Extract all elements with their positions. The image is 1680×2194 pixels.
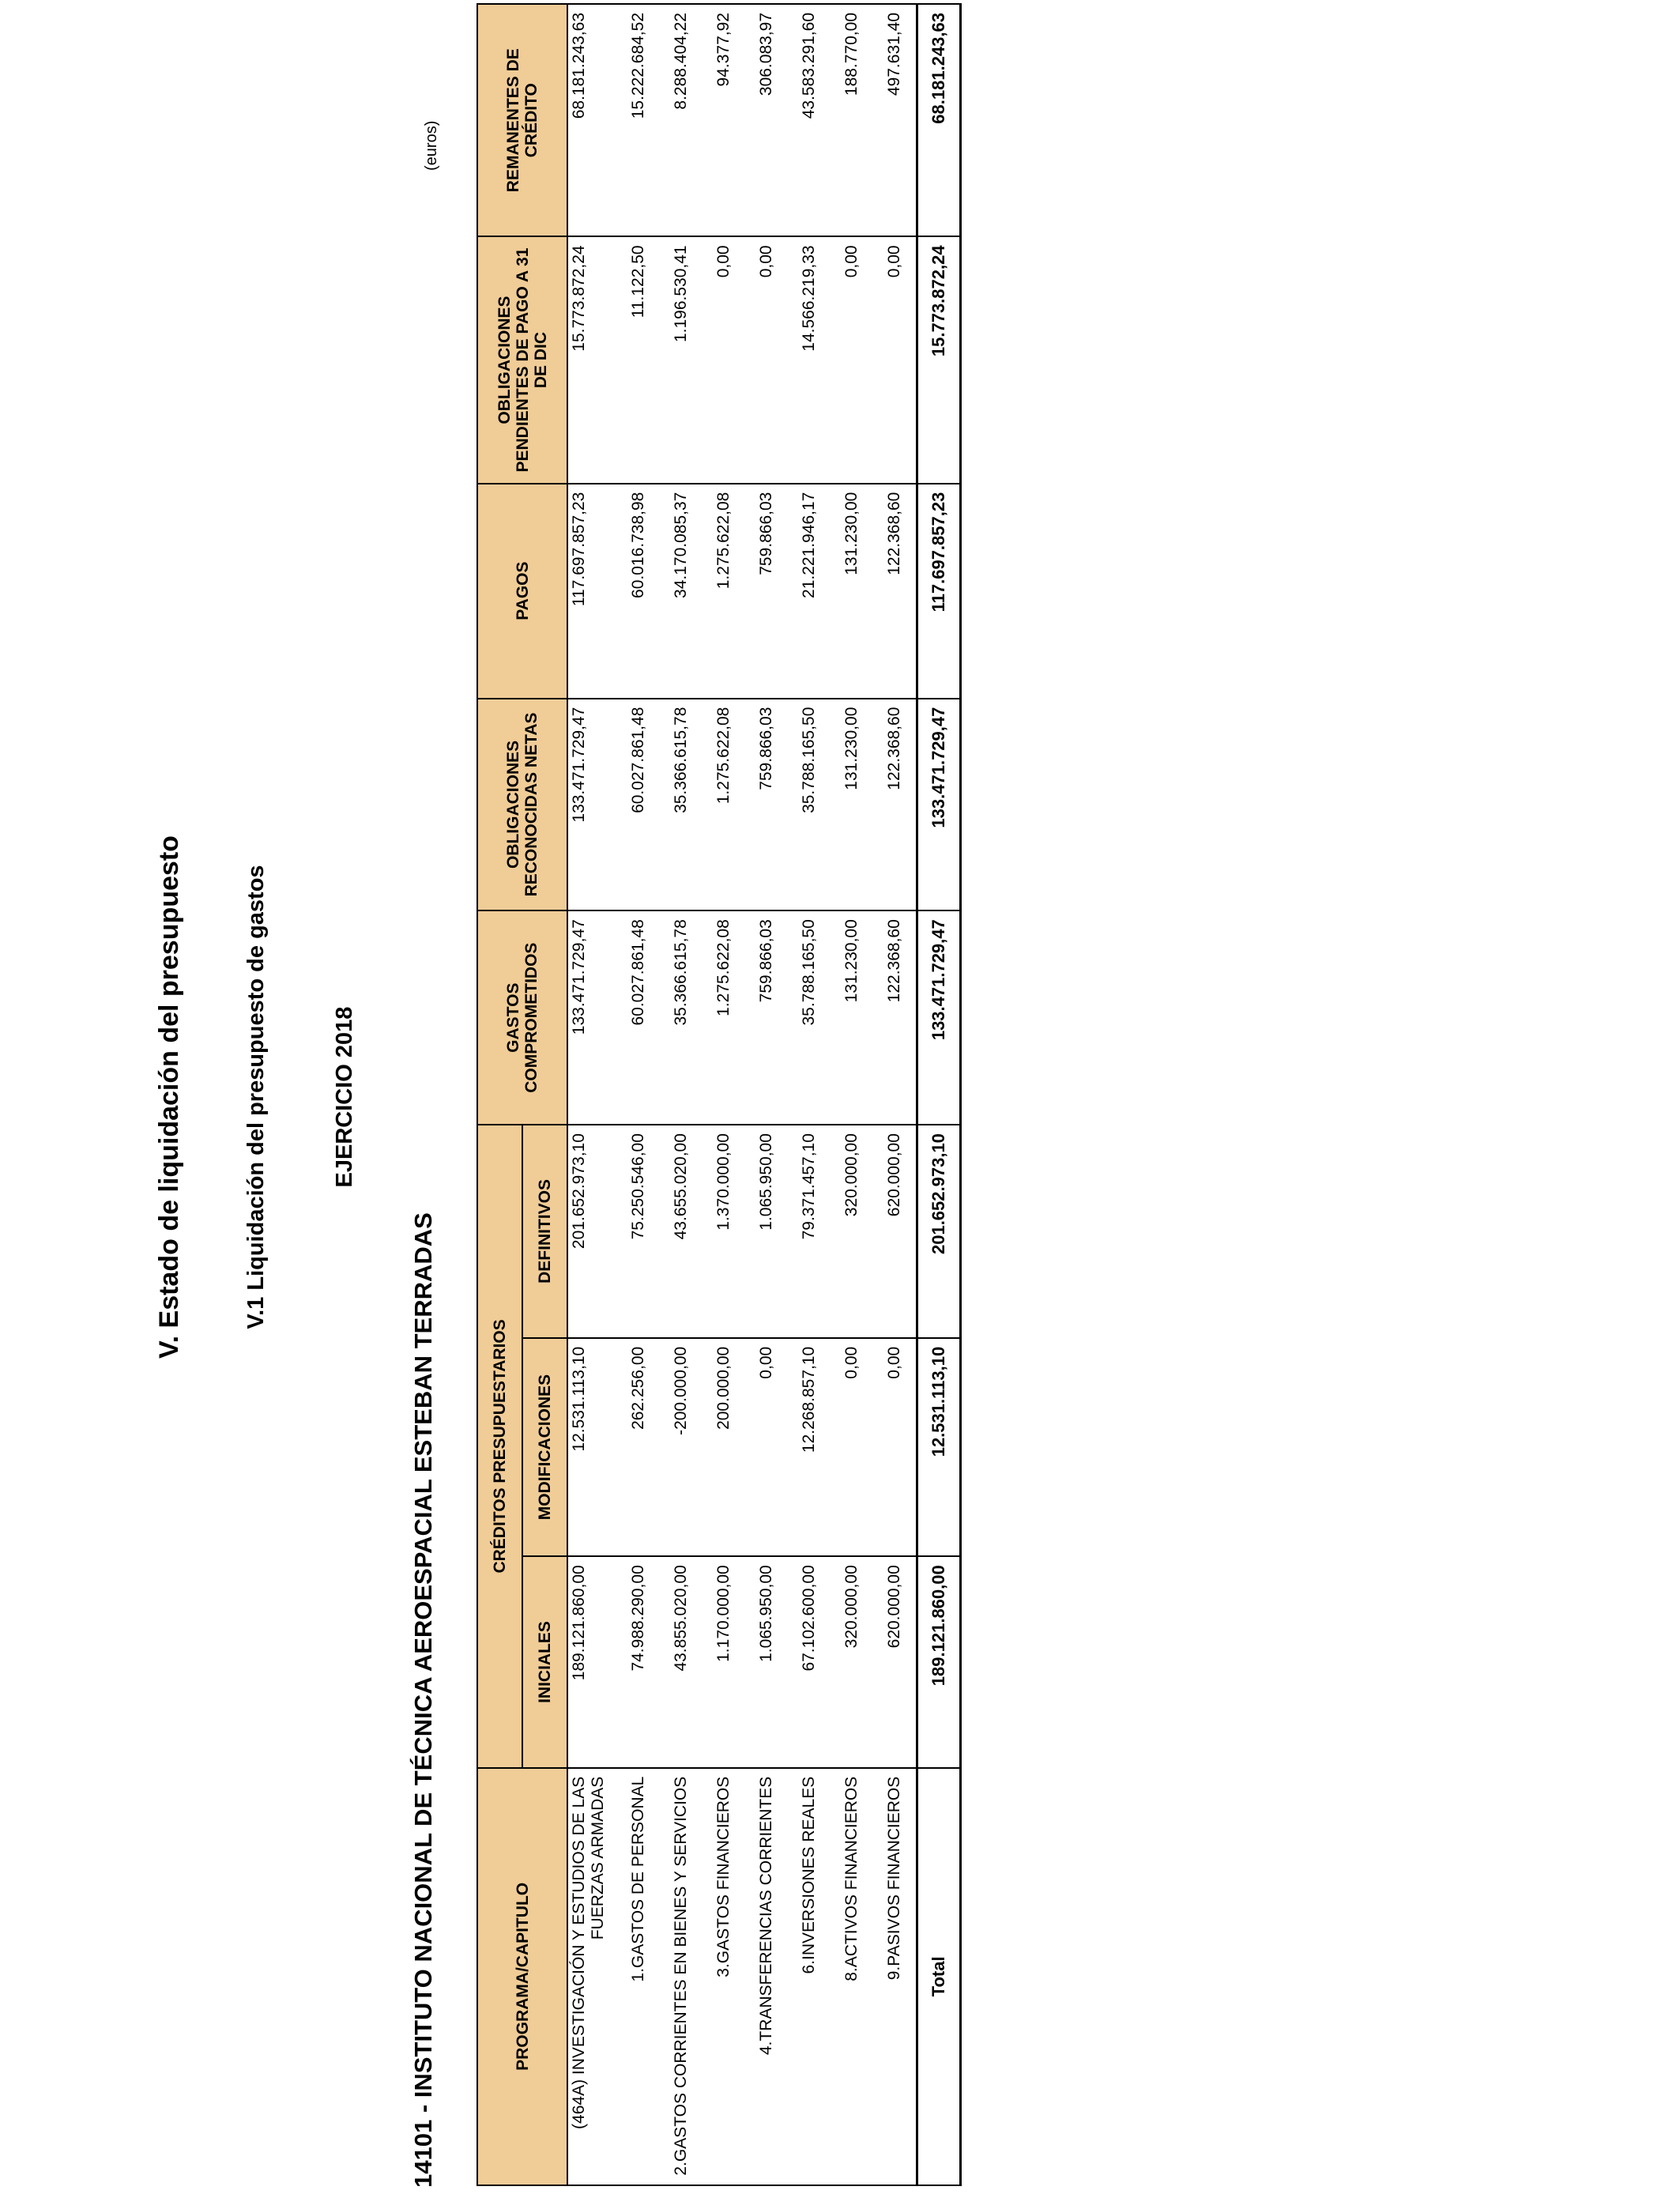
cell-pagos: 34.170.085,37 <box>660 484 703 699</box>
cell-remanentes: 43.583.291,60 <box>788 4 831 236</box>
cell-gastos: 122.368,60 <box>873 910 917 1125</box>
cell-pendientes: 1.196.530,41 <box>660 236 703 483</box>
row-label: 2.GASTOS CORRIENTES EN BIENES Y SERVICIOS <box>660 1768 703 2185</box>
cell-gastos: 35.366.615,78 <box>660 910 703 1125</box>
table-row <box>703 4 745 2185</box>
cell-definitivos: 320.000,00 <box>831 1125 873 1338</box>
cell-gastos: 131.230,00 <box>831 910 873 1125</box>
currency-units: (euros) <box>423 120 440 171</box>
cell-iniciales: 43.855.020,00 <box>660 1556 703 1767</box>
total-gastos: 133.471.729,47 <box>917 910 961 1125</box>
table-row <box>660 4 703 2185</box>
cell-obligaciones: 131.230,00 <box>831 699 873 911</box>
header-obligaciones: OBLIGACIONES RECONOCIDAS NETAS <box>477 699 567 911</box>
cell-gastos: 1.275.622,08 <box>703 910 745 1125</box>
cell-modificaciones: 262.256,00 <box>617 1338 660 1556</box>
header-pagos: PAGOS <box>477 484 567 699</box>
cell-iniciales: 620.000,00 <box>873 1556 917 1767</box>
cell-pagos: 131.230,00 <box>831 484 873 699</box>
cell-modificaciones: 0,00 <box>831 1338 873 1556</box>
total-definitivos: 201.652.973,10 <box>917 1125 961 1338</box>
row-label: 8.ACTIVOS FINANCIEROS <box>831 1768 873 2185</box>
cell-modificaciones: 12.268.857,10 <box>788 1338 831 1556</box>
total-obligaciones: 133.471.729,47 <box>917 699 961 911</box>
cell-pendientes: 15.773.872,24 <box>567 236 617 483</box>
cell-pagos: 21.221.946,17 <box>788 484 831 699</box>
table-row <box>617 4 660 2185</box>
header-modificaciones: MODIFICACIONES <box>522 1338 567 1556</box>
entity-name: 14101 - INSTITUTO NACIONAL DE TÉCNICA AEROESPACIAL ESTEBAN TERRADAS <box>409 1212 437 2188</box>
cell-remanentes: 306.083,97 <box>745 4 788 236</box>
table-row <box>745 4 788 2185</box>
cell-gastos: 60.027.861,48 <box>617 910 660 1125</box>
cell-pagos: 759.866,03 <box>745 484 788 699</box>
cell-obligaciones: 759.866,03 <box>745 699 788 911</box>
total-pagos: 117.697.857,23 <box>917 484 961 699</box>
cell-remanentes: 68.181.243,63 <box>567 4 617 236</box>
cell-remanentes: 94.377,92 <box>703 4 745 236</box>
cell-obligaciones: 35.366.615,78 <box>660 699 703 911</box>
cell-remanentes: 497.631,40 <box>873 4 917 236</box>
cell-gastos: 133.471.729,47 <box>567 910 617 1125</box>
header-definitivos: DEFINITIVOS <box>522 1125 567 1338</box>
cell-iniciales: 67.102.600,00 <box>788 1556 831 1767</box>
header-creditos-group: CRÉDITOS PRESUPUESTARIOS <box>477 1125 522 1768</box>
cell-pendientes: 0,00 <box>745 236 788 483</box>
cell-pendientes: 0,00 <box>873 236 917 483</box>
cell-modificaciones: 0,00 <box>873 1338 917 1556</box>
header-gastos: GASTOS COMPROMETIDOS <box>477 910 567 1125</box>
total-modificaciones: 12.531.113,10 <box>917 1338 961 1556</box>
cell-iniciales: 320.000,00 <box>831 1556 873 1767</box>
cell-pendientes: 0,00 <box>831 236 873 483</box>
table-row <box>788 4 831 2185</box>
total-label: Total <box>917 1768 961 2185</box>
cell-pagos: 1.275.622,08 <box>703 484 745 699</box>
cell-iniciales: 1.065.950,00 <box>745 1556 788 1767</box>
cell-remanentes: 8.288.404,22 <box>660 4 703 236</box>
cell-iniciales: 1.170.000,00 <box>703 1556 745 1767</box>
cell-pendientes: 11.122,50 <box>617 236 660 483</box>
row-label: (464A) INVESTIGACIÓN Y ESTUDIOS DE LAS FUERZAS ARMADAS <box>567 1768 617 2185</box>
header-programa: PROGRAMA/CAPITULO <box>477 1768 567 2185</box>
table-row <box>873 4 917 2185</box>
cell-modificaciones: 0,00 <box>745 1338 788 1556</box>
cell-definitivos: 79.371.457,10 <box>788 1125 831 1338</box>
exercise-year: EJERCICIO 2018 <box>332 1006 357 1188</box>
total-row <box>917 4 961 2185</box>
header-remanentes: REMANENTES DE CRÉDITO <box>477 4 567 236</box>
header-iniciales: INICIALES <box>522 1556 567 1767</box>
cell-obligaciones: 122.368,60 <box>873 699 917 911</box>
cell-modificaciones: 200.000,00 <box>703 1338 745 1556</box>
cell-pagos: 117.697.857,23 <box>567 484 617 699</box>
row-label: 3.GASTOS FINANCIEROS <box>703 1768 745 2185</box>
cell-gastos: 759.866,03 <box>745 910 788 1125</box>
row-label: 4.TRANSFERENCIAS CORRIENTES <box>745 1768 788 2185</box>
cell-definitivos: 43.655.020,00 <box>660 1125 703 1338</box>
cell-modificaciones: 12.531.113,10 <box>567 1338 617 1556</box>
cell-obligaciones: 1.275.622,08 <box>703 699 745 911</box>
cell-remanentes: 15.222.684,52 <box>617 4 660 236</box>
cell-iniciales: 74.988.290,00 <box>617 1556 660 1767</box>
cell-gastos: 35.788.165,50 <box>788 910 831 1125</box>
budget-table <box>477 3 962 2186</box>
row-label: 6.INVERSIONES REALES <box>788 1768 831 2185</box>
cell-pendientes: 14.566.219,33 <box>788 236 831 483</box>
report-title: V. Estado de liquidación del presupuesto <box>154 835 184 1359</box>
cell-obligaciones: 60.027.861,48 <box>617 699 660 911</box>
cell-definitivos: 75.250.546,00 <box>617 1125 660 1338</box>
cell-pagos: 122.368,60 <box>873 484 917 699</box>
cell-remanentes: 188.770,00 <box>831 4 873 236</box>
report-subtitle: V.1 Liquidación del presupuesto de gastos <box>243 865 269 1329</box>
cell-modificaciones: -200.000,00 <box>660 1338 703 1556</box>
cell-obligaciones: 35.788.165,50 <box>788 699 831 911</box>
row-label: 1.GASTOS DE PERSONAL <box>617 1768 660 2185</box>
cell-pagos: 60.016.738,98 <box>617 484 660 699</box>
table-row <box>567 4 617 2185</box>
cell-iniciales: 189.121.860,00 <box>567 1556 617 1767</box>
cell-pendientes: 0,00 <box>703 236 745 483</box>
total-remanentes: 68.181.243,63 <box>917 4 961 236</box>
total-pendientes: 15.773.872,24 <box>917 236 961 483</box>
cell-definitivos: 1.370.000,00 <box>703 1125 745 1338</box>
header-pendientes: OBLIGACIONES PENDIENTES DE PAGO A 31 DE DIC <box>477 236 567 483</box>
cell-obligaciones: 133.471.729,47 <box>567 699 617 911</box>
cell-definitivos: 201.652.973,10 <box>567 1125 617 1338</box>
cell-definitivos: 620.000,00 <box>873 1125 917 1338</box>
row-label: 9.PASIVOS FINANCIEROS <box>873 1768 917 2185</box>
cell-definitivos: 1.065.950,00 <box>745 1125 788 1338</box>
total-iniciales: 189.121.860,00 <box>917 1556 961 1767</box>
table-row <box>831 4 873 2185</box>
